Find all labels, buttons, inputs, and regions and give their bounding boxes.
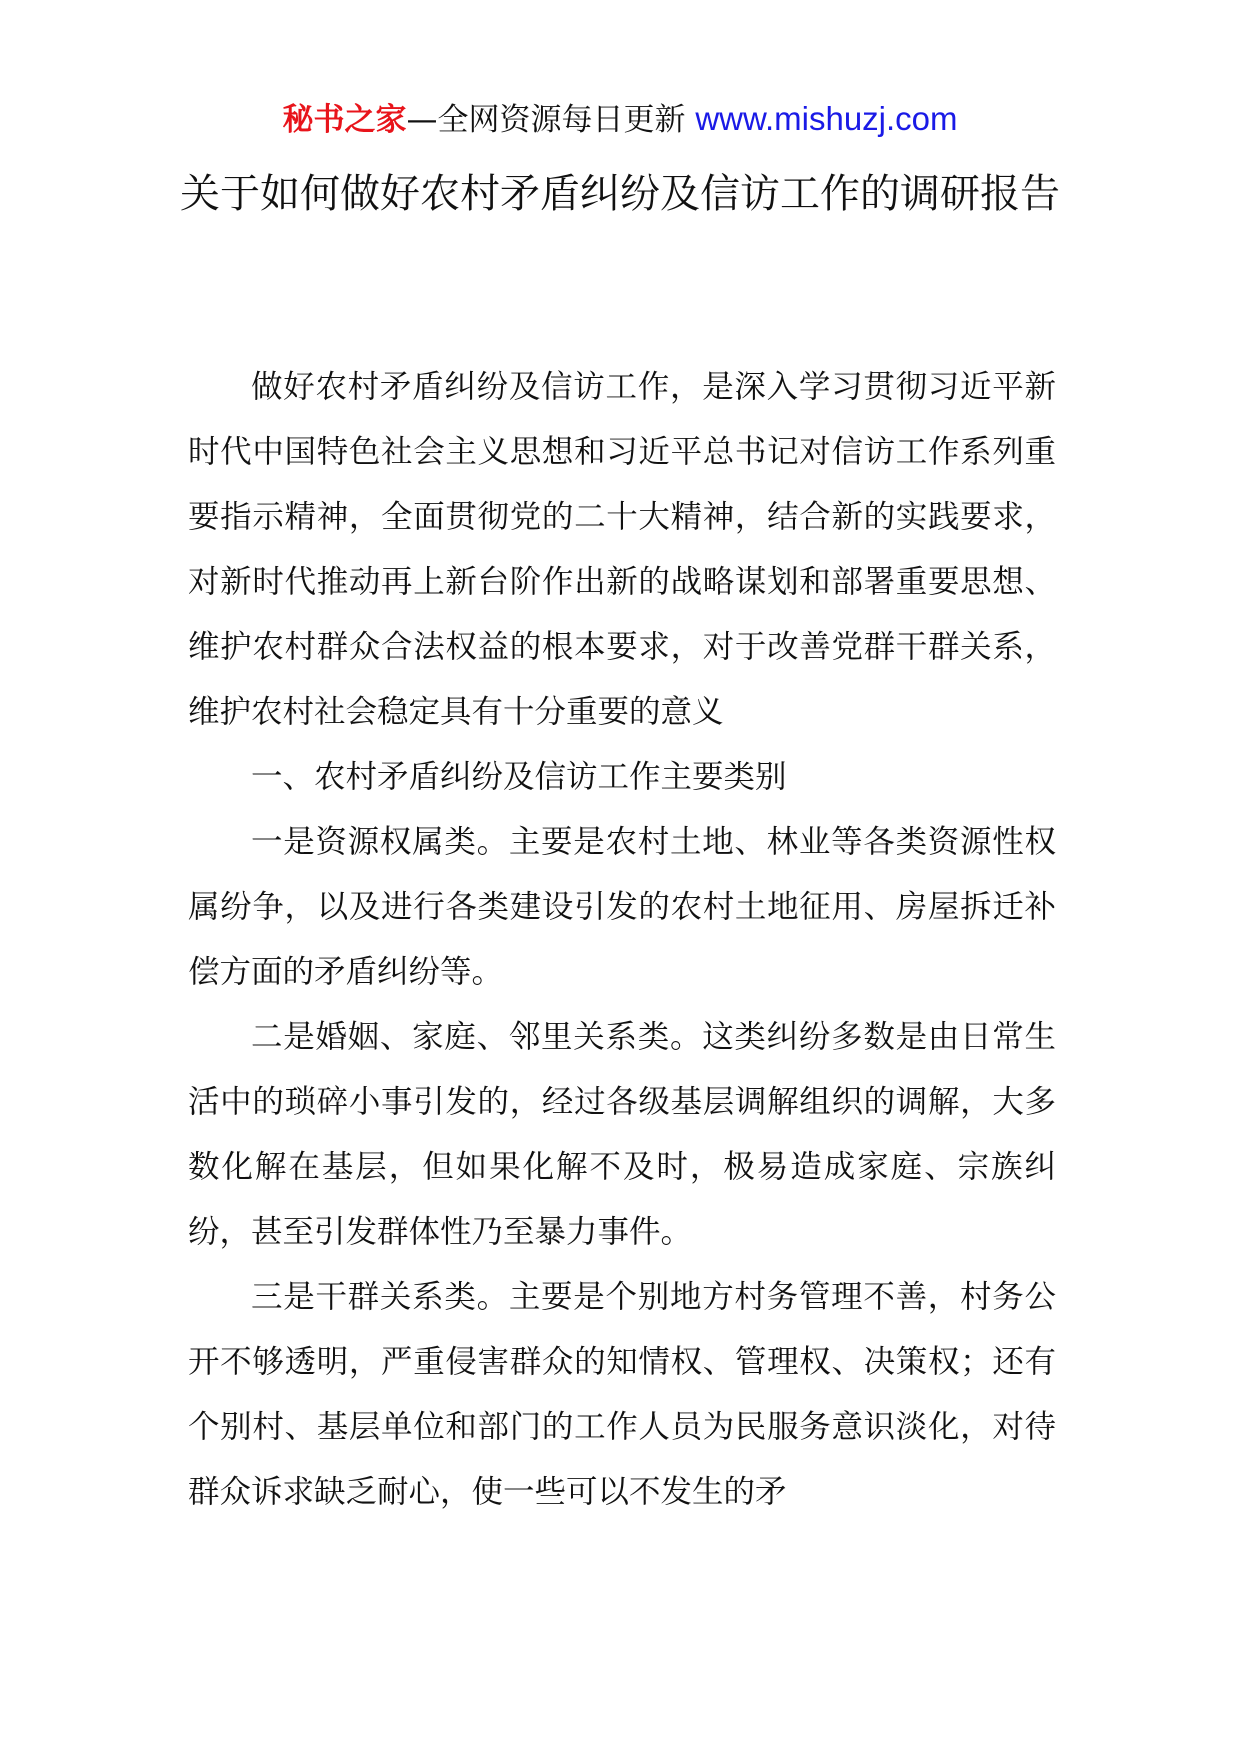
body-paragraph: 二是婚姻、家庭、邻里关系类。这类纠纷多数是由日常生活中的琐碎小事引发的，经过各级基层调解组织的调解，大多数化解在基层，但如果化解不及时，极易造成家庭、宗族纠纷，甚至引发群体性乃至暴力事件。 (188, 1019, 1056, 1250)
site-url-link[interactable]: www.mishuzj.com (695, 100, 958, 137)
body-paragraph: 一是资源权属类。主要是农村土地、林业等各类资源性权属纷争，以及进行各类建设引发的农村土地征用、房屋拆迁补偿方面的矛盾纠纷等。 (188, 824, 1056, 990)
document-body (188, 355, 1056, 1525)
body-paragraph: 三是干群关系类。主要是个别地方村务管理不善，村务公开不够透明，严重侵害群众的知情权、管理权、决策权；还有个别村、基层单位和部门的工作人员为民服务意识淡化，对待群众诉求缺乏耐心，使一些可以不发生的矛 (188, 1279, 1056, 1510)
site-brand: 秘书之家 (282, 102, 407, 138)
site-tagline: —全网资源每日更新 (406, 102, 686, 138)
section-heading: 一、农村矛盾纠纷及信访工作主要类别 (251, 759, 787, 795)
intro-paragraph: 做好农村矛盾纠纷及信访工作，是深入学习贯彻习近平新时代中国特色社会主义思想和习近平总书记对信访工作系列重要指示精神，全面贯彻党的二十大精神，结合新的实践要求，对新时代推动再上新台阶作出新的战略谋划和部署重要思想、维护农村群众合法权益的根本要求，对于改善党群干群关系，维护农村社会稳定具有十分重要的意义 (188, 369, 1056, 730)
site-header (0, 98, 1240, 141)
document-title: 关于如何做好农村矛盾纠纷及信访工作的调研报告 (180, 171, 1060, 217)
